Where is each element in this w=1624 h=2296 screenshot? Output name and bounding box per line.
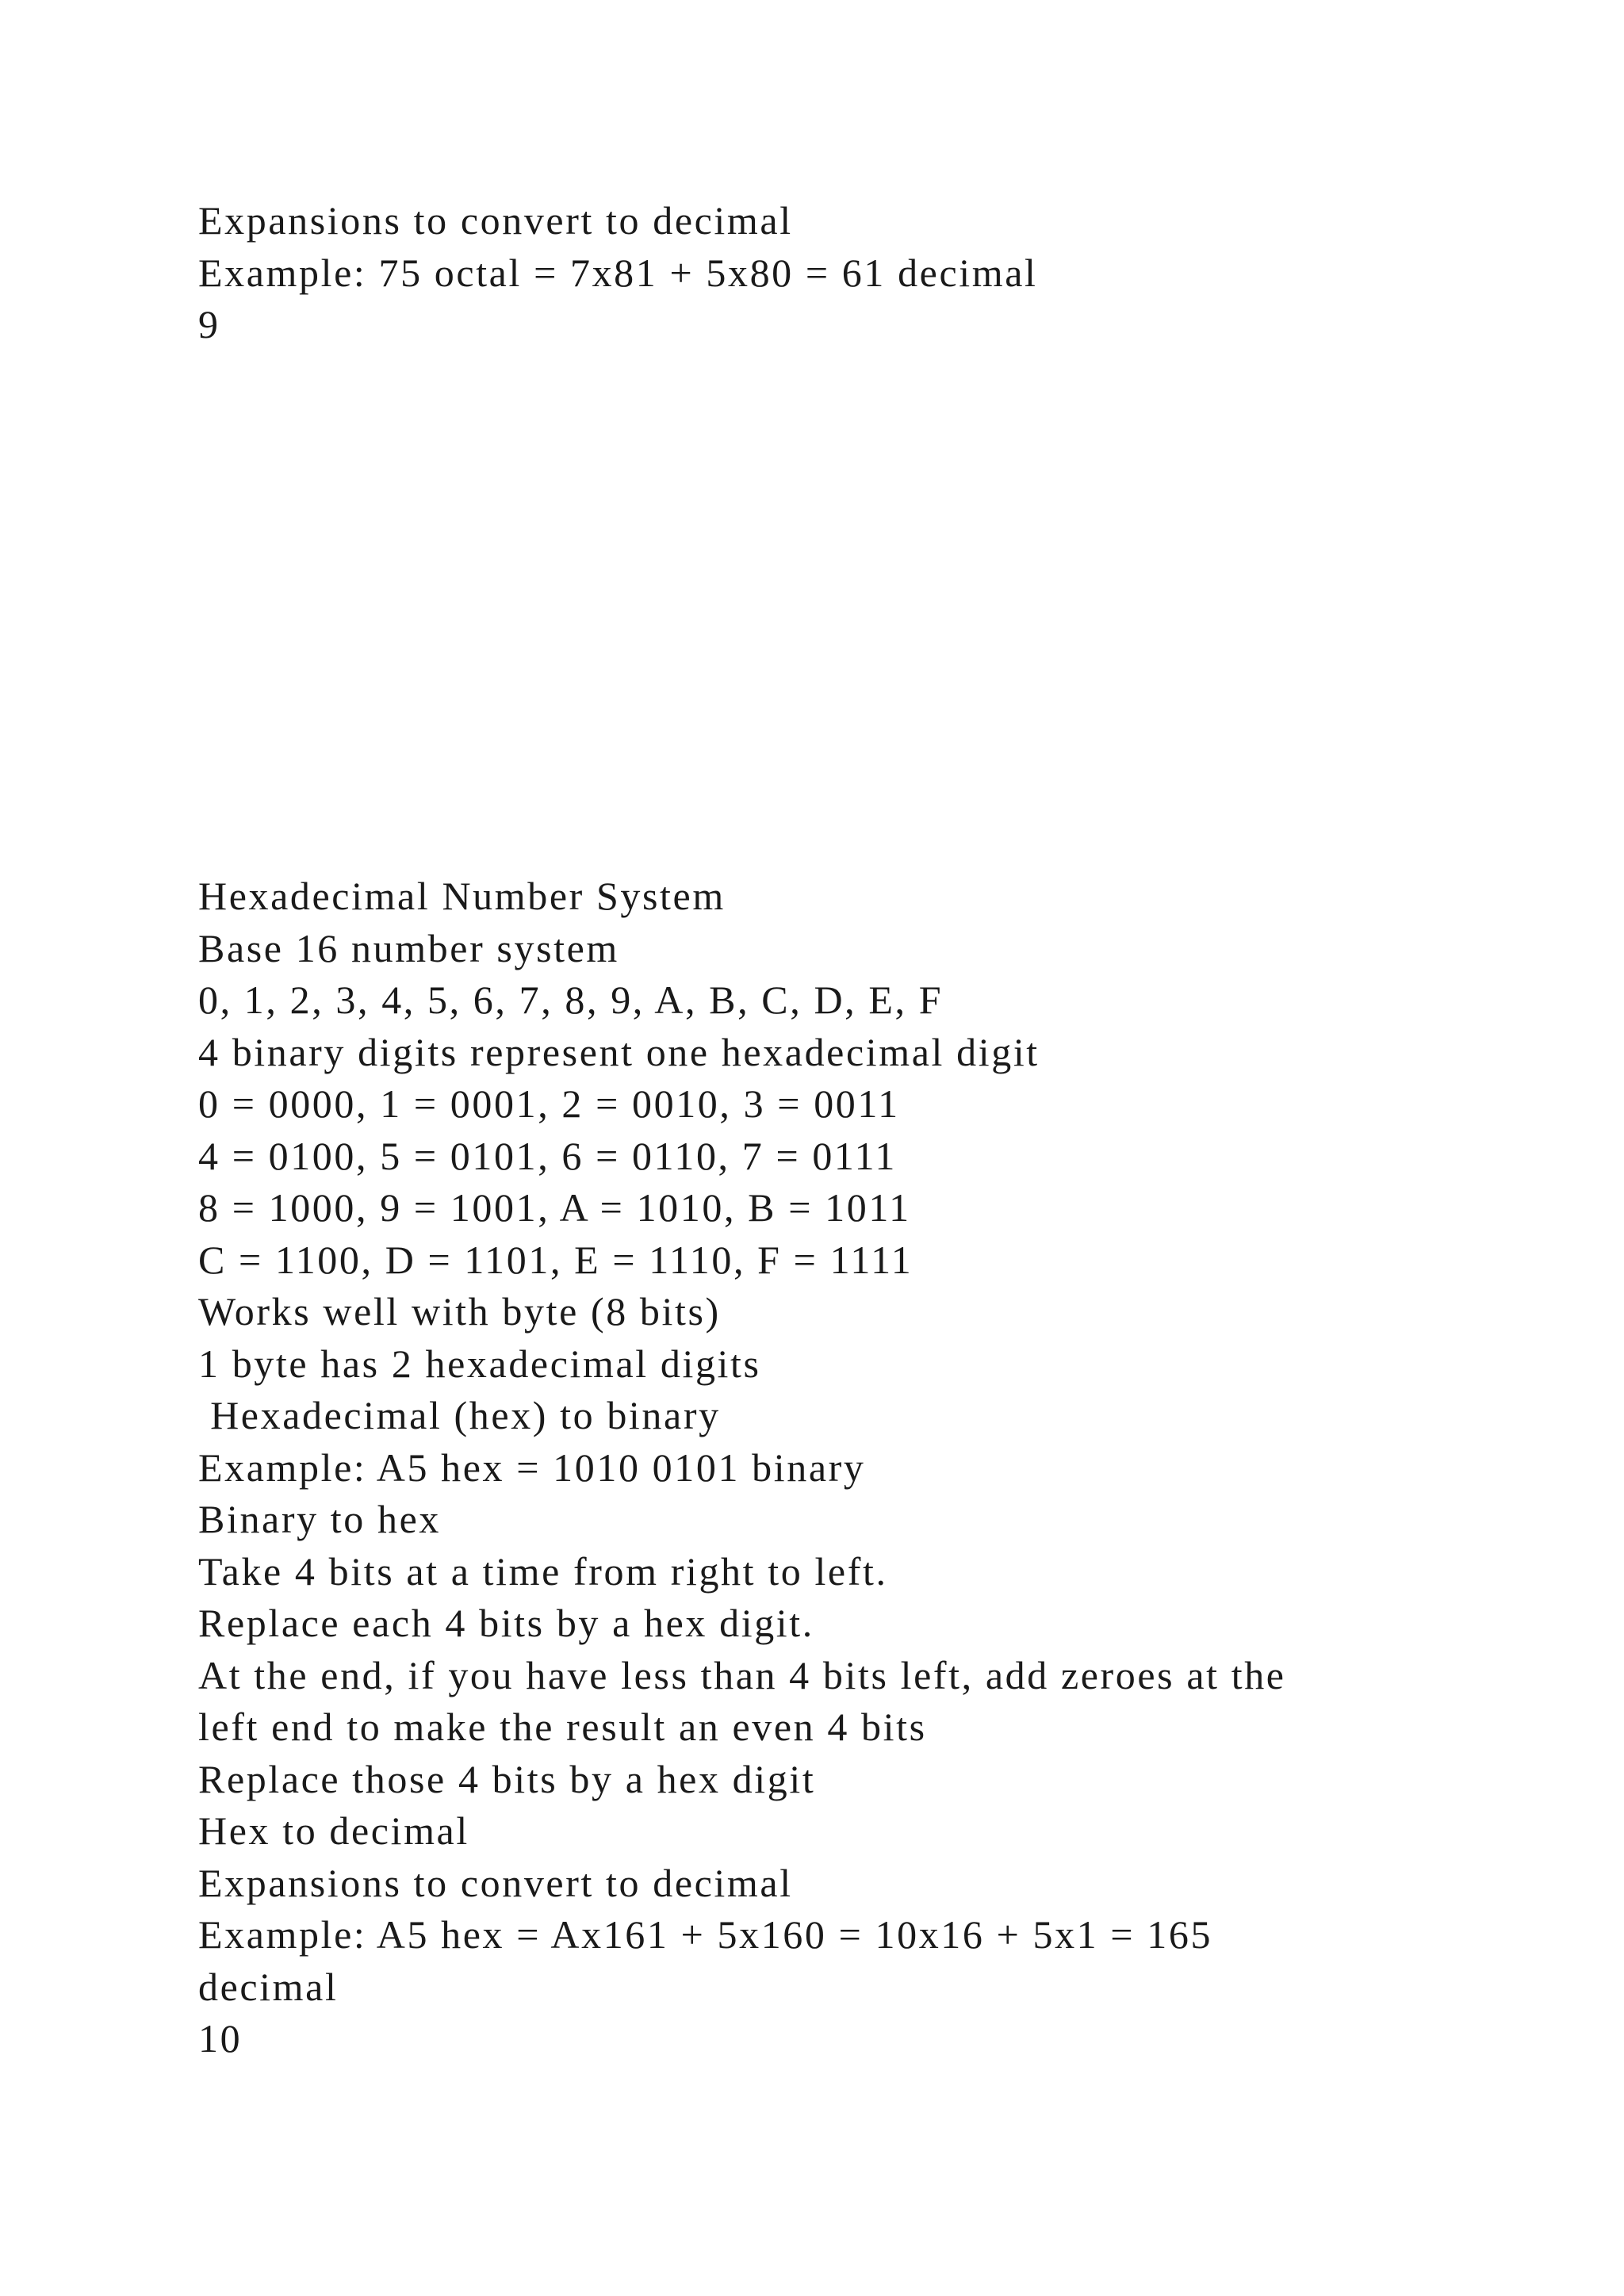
text-line: Example: A5 hex = 1010 0101 binary — [198, 1445, 866, 1490]
text-line: Take 4 bits at a time from right to left. — [198, 1548, 888, 1594]
page-number: 10 — [198, 2016, 243, 2061]
text-line: 4 binary digits represent one hexadecimal digit — [198, 1029, 1040, 1074]
text-line: Example: 75 octal = 7x81 + 5x80 = 61 decimal — [198, 250, 1038, 295]
text-line: Expansions to convert to decimal — [198, 1860, 793, 1905]
text-line: Binary to hex — [198, 1497, 441, 1541]
text-line: 0, 1, 2, 3, 4, 5, 6, 7, 8, 9, A, B, C, D, E, F — [198, 978, 944, 1022]
text-line: 1 byte has 2 hexadecimal digits — [198, 1341, 761, 1386]
text-line: At the end, if you have less than 4 bits left, add zeroes at the — [198, 1652, 1286, 1697]
text-line: 8 = 1000, 9 = 1001, A = 1010, B = 1011 — [198, 1185, 911, 1230]
text-line: 4 = 0100, 5 = 0101, 6 = 0110, 7 = 0111 — [198, 1133, 898, 1178]
text-line: left end to make the result an even 4 bits — [198, 1705, 927, 1749]
text-line: decimal — [198, 1964, 339, 2009]
text-line: Example: A5 hex = Ax161 + 5x160 = 10x16 + 5x1 = 165 — [198, 1912, 1213, 1957]
text-line: C = 1100, D = 1101, E = 1110, F = 1111 — [198, 1237, 914, 1282]
text-line: Replace those 4 bits by a hex digit — [198, 1756, 816, 1801]
text-line: Works well with byte (8 bits) — [198, 1289, 721, 1334]
text-line: Replace each 4 bits by a hex digit. — [198, 1601, 814, 1645]
text-line: Hexadecimal (hex) to binary — [198, 1393, 721, 1437]
text-line: Expansions to convert to decimal — [198, 198, 793, 243]
text-line: Hex to decimal — [198, 1808, 469, 1853]
text-line: Base 16 number system — [198, 925, 619, 970]
section-heading: Hexadecimal Number System — [198, 874, 726, 918]
text-line: 0 = 0000, 1 = 0001, 2 = 0010, 3 = 0011 — [198, 1081, 900, 1126]
page-number: 9 — [198, 302, 220, 346]
hexadecimal-section — [198, 871, 1435, 2065]
octal-expansion-section — [198, 195, 1435, 351]
